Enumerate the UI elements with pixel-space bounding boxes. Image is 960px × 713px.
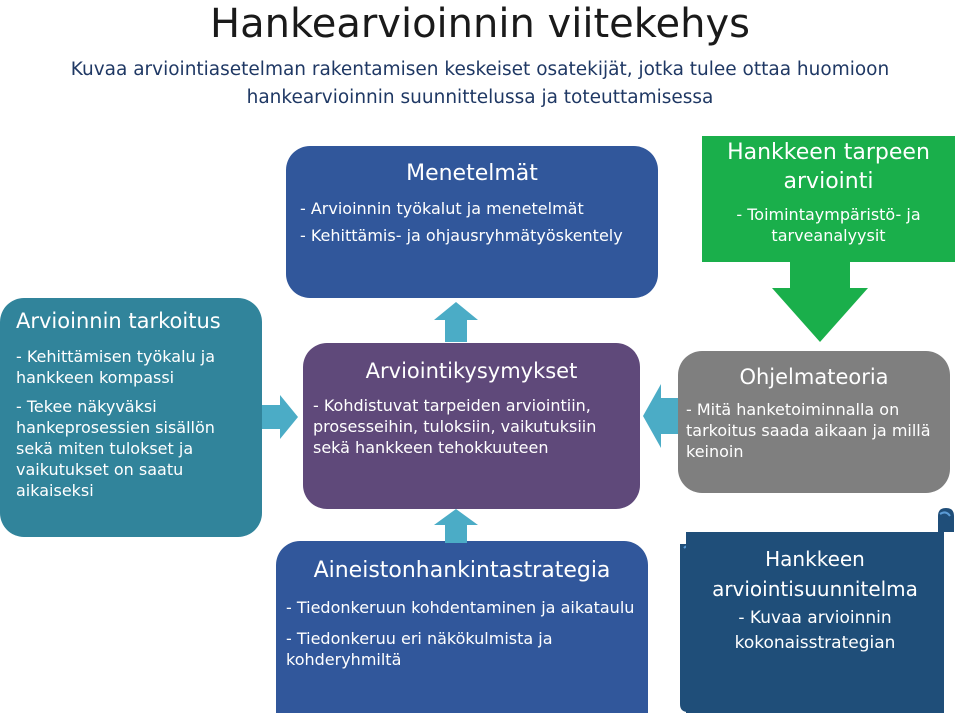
box-text: - Mitä hanketoiminnalla on tarkoitus saada aikaan ja millä keinoin bbox=[686, 400, 931, 461]
box-text: - Toimintaympäristö- ja tarveanalyysit bbox=[736, 205, 921, 245]
box-item: - Kohdistuvat tarpeiden arviointiin, prosesseihin, tuloksiin, vaikutuksiin sekä hankkeen tehokkuuteen bbox=[313, 396, 597, 457]
box-item: - Kehittämis- ja ohjausryhmätyöskentely bbox=[300, 226, 623, 245]
box-title: Arviointikysymykset bbox=[365, 359, 578, 383]
box-item: - Tiedonkeruu eri näkökulmista ja kohderyhmiltä bbox=[286, 629, 553, 669]
arrow-up-shape bbox=[434, 302, 478, 342]
arrow-down-green-shape bbox=[772, 262, 868, 342]
arrow-up-shape-bottom bbox=[434, 509, 478, 543]
box-item: - Kehittämisen työkalu ja hankkeen kompassi bbox=[16, 347, 216, 387]
box-item: - Tiedonkeruun kohdentaminen ja aikataulu bbox=[286, 598, 635, 617]
box-hankkeen-arviointisuunnitelma bbox=[686, 532, 944, 713]
box-title: Arvioinnin tarkoitus bbox=[16, 309, 221, 333]
box-arvioinnin-tarkoitus bbox=[0, 298, 262, 537]
arrow-down-green-icon bbox=[772, 262, 868, 342]
arrow-right-shape bbox=[262, 395, 298, 439]
page-subtitle: Kuvaa arviointiasetelman rakentamisen keskeiset osatekijät, jotka tulee ottaa huomioon hankearvioinnin suunnittelussa ja toteuttamisessa bbox=[70, 59, 890, 108]
box-title: Ohjelmateoria bbox=[739, 365, 889, 389]
arrow-up-icon bbox=[434, 302, 478, 342]
arrow-right-icon bbox=[262, 395, 298, 439]
box-arviointikysymykset bbox=[303, 343, 640, 509]
page-title: Hankearvioinnin viitekehys bbox=[210, 1, 750, 47]
box-title: Menetelmät bbox=[406, 161, 538, 186]
arrow-left-icon bbox=[643, 384, 678, 448]
box-menetelmat bbox=[286, 146, 658, 298]
arrow-left-shape bbox=[643, 384, 678, 448]
box-text: - Kuvaa arvioinnin kokonaisstrategian bbox=[734, 608, 896, 653]
box-title: Hankkeen arviointisuunnitelma bbox=[712, 547, 918, 601]
arrow-down-icon bbox=[434, 509, 478, 543]
box-ohjelmateoria bbox=[678, 351, 950, 493]
box-aineistonhankintastrategia bbox=[276, 541, 648, 713]
box-title: Hankkeen tarpeen arviointi bbox=[727, 140, 930, 194]
box-item: - Arvioinnin työkalut ja menetelmät bbox=[300, 199, 584, 218]
box-item: - Tekee näkyväksi hankeprosessien sisällön sekä miten tulokset ja vaikutukset on saatu aikaiseksi bbox=[16, 397, 215, 500]
box-title: Aineistonhankintastrategia bbox=[313, 558, 611, 583]
box-hankkeen-tarpeen-arviointi bbox=[702, 136, 955, 262]
